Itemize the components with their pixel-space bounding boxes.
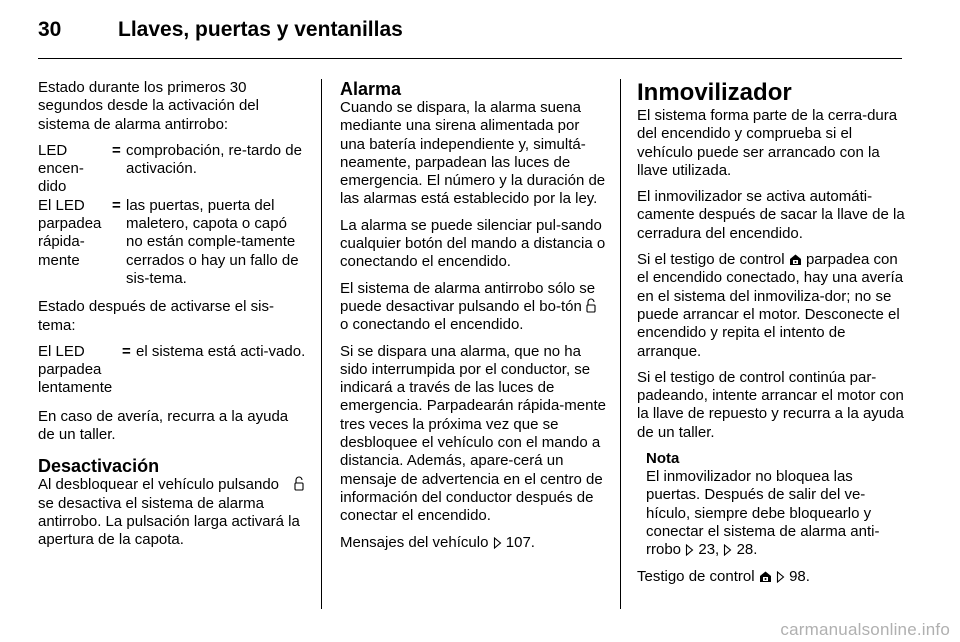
immobilizer-paragraph-2: El inmovilizador se activa automáti-camente después de sacar la llave de la cerradura del encendido.: [637, 188, 905, 242]
status-intro-2: Estado después de activarse el sis-tema:: [38, 298, 274, 334]
deactivation-paragraph: Al desbloquear el vehículo pulsando se desactiva el sistema de alarma antirrobo. La pulsación larga activará la apertura de la capota.: [38, 476, 306, 549]
immobilizer-paragraph-3: Si el testigo de control parpadea con el encendido conectado, hay una avería en el sistema del inmoviliza-dor; no se puede arrancar el motor. Desconecte el encendido y repita el intento de arranque.: [637, 251, 904, 360]
page-number: 30: [38, 18, 62, 41]
page-title: Llaves, puertas y ventanillas: [118, 18, 403, 41]
note-box: [637, 450, 905, 559]
page-reference-icon: [493, 537, 502, 549]
alarm-paragraph-4: Si se dispara una alarma, que no ha sido interrumpida por el conductor, se indicará a través de las luces de emergencia. Parpadearán rápida-mente tres veces la próxima vez que se desbloquee el vehículo con el mando a distancia. Además, apare-cerá un mensaje de advertencia en el centro de información del conductor después de conectar el encendido.: [340, 342, 606, 525]
immobilizer-icon: [789, 253, 802, 266]
column-3: [637, 79, 905, 594]
status-row: [38, 142, 306, 197]
page-reference-icon: [776, 571, 785, 583]
status-desc: el sistema está acti-vado.: [136, 342, 306, 360]
alarm-paragraph-1: Cuando se dispara, la alarma suena mediante una sirena alimentada por una batería independiente y, simultá-neamente, parpadean las luces de emergencia. El número y la duración de las alarmas está establecido por la ley.: [340, 99, 606, 208]
section-heading-alarma: Alarma: [340, 79, 402, 99]
immobilizer-paragraph-1: El sistema forma parte de la cerra-dura del encendido y comprueba si el vehículo puede ser arrancado con la llave utilizada.: [637, 107, 898, 179]
column-2: [340, 79, 606, 560]
fault-paragraph: En caso de avería, recurra a la ayuda de un taller.: [38, 407, 289, 444]
immobilizer-paragraph-5: Testigo de control 98.: [637, 567, 810, 585]
status-desc: las puertas, puerta del maletero, capota o capó no están comple-tamente cerrados o hay un fallo de sis-tema.: [126, 196, 299, 287]
column-divider: [321, 79, 322, 609]
equals-sign: =: [112, 196, 121, 214]
page-reference-icon: [723, 544, 732, 556]
watermark: carmanualsonline.info: [780, 620, 950, 639]
alarm-paragraph-5: Mensajes del vehículo 107.: [340, 533, 535, 551]
page-reference-link[interactable]: 98.: [789, 567, 810, 585]
alarm-paragraph-3: El sistema de alarma antirrobo sólo se puede desactivar pulsando el bo-tón o conectando el encendido.: [340, 279, 596, 334]
status-term: El LED parpadea rápida-mente: [38, 196, 102, 269]
section-heading-inmovilizador: Inmovilizador: [637, 79, 792, 106]
column-1: [38, 79, 306, 558]
status-term: LED encen-dido: [38, 141, 84, 196]
status-intro: Estado durante los primeros 30 segundos desde la activación del sistema de alarma antirrobo:: [38, 79, 259, 133]
header-rule: [38, 58, 902, 59]
equals-sign: =: [122, 342, 131, 360]
equals-sign: =: [112, 141, 121, 159]
note-heading: Nota: [646, 450, 680, 468]
page-reference-link[interactable]: 28.: [736, 541, 758, 559]
immobilizer-icon: [759, 570, 772, 583]
column-divider: [620, 79, 621, 609]
section-heading-desactivacion: Desactivación: [38, 456, 160, 477]
unlock-icon: [586, 298, 596, 313]
page-reference-link[interactable]: 23,: [698, 541, 720, 559]
immobilizer-paragraph-4: Si el testigo de control continúa par-padeando, intente arrancar el motor con la llave de repuesto y recurra a la ayuda de un taller.: [637, 368, 904, 441]
note-text: El inmovilizador no bloquea las puertas. Después de salir del ve-hículo, siempre debe bloquearlo y conectar el sistema de alarma anti-rrobo 23, 28.: [646, 468, 880, 559]
status-term: El LED parpadea lentamente: [38, 342, 113, 397]
status-row: [38, 343, 306, 398]
alarm-paragraph-2: La alarma se puede silenciar pul-sando cualquier botón del mando a distancia o conectando el encendido.: [340, 216, 606, 271]
page-reference-icon: [685, 544, 694, 556]
status-desc: comprobación, re-tardo de activación.: [126, 141, 302, 178]
unlock-icon: [294, 476, 304, 491]
page-reference-link[interactable]: 107.: [505, 533, 535, 551]
status-row: [38, 197, 306, 288]
